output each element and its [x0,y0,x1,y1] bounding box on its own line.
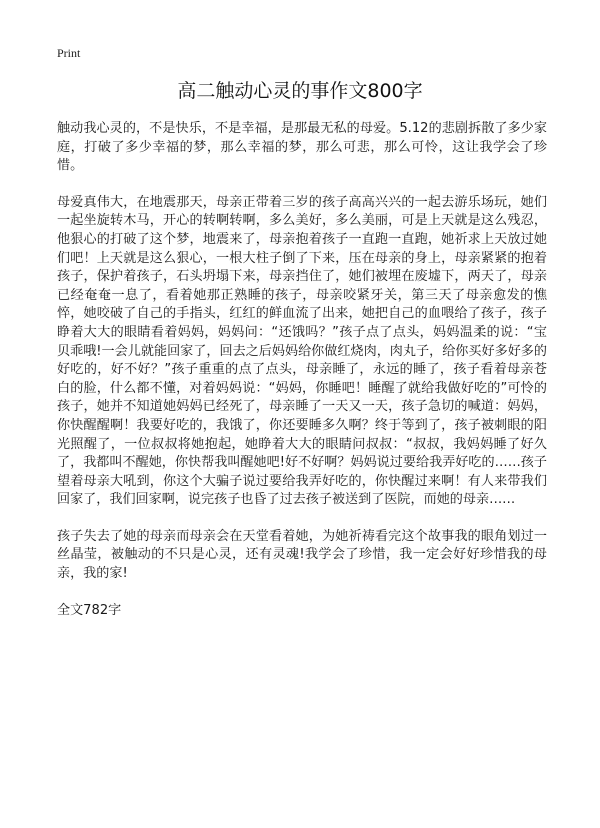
paragraph-conclusion: 孩子失去了她的母亲而母亲会在天堂看着她，为她祈祷看完这个故事我的眼角划过一丝晶莹，被触动的不只是心灵，还有灵魂!我学会了珍惜，我一定会好好珍惜我的母亲，我的家! [57,528,547,582]
paragraph-story: 母爱真伟大，在地震那天，母亲正带着三岁的孩子高高兴兴的一起去游乐场玩，她们一起坐旋转木马，开心的转啊转啊，多么美好，多么美丽，可是上天就是这么残忍，他狠心的打破了这个梦，地震来了，母亲抱着孩子一直跑一直跑，她祈求上天放过她们吧！上天就是这么狠心，一根大柱子倒了下来，压在母亲的身上，母亲紧紧的抱着孩子，保护着孩子，石头坍塌下来，母亲挡住了，她们被埋在废墟下，两天了，母亲已经奄奄一息了，看着她那正熟睡的孩子，母亲咬紧牙关，第三天了母亲愈发的憔悴，她咬破了自己的手指头，红红的鲜血流了出来，她把自己的血喂给了孩子，孩子睁着大大的眼睛看着妈妈，妈妈问：“还饿吗？”孩子点了点头，妈妈温柔的说：“宝贝乖哦!一会儿就能回家了，回去之后妈妈给你做红烧肉，肉丸子，给你买好多好多的好吃的，好不好？”孩子重重的点了点头，母亲睡了，永远的睡了，孩子看着母亲苍白的脸，什么都不懂，对着妈妈说：“妈妈，你睡吧！睡醒了就给我做好吃的”可怜的孩子，她并不知道她妈妈已经死了，母亲睡了一天又一天，孩子急切的喊道：妈妈，你快醒醒啊！我要好吃的，我饿了，你还要睡多久啊？终于等到了，孩子被刺眼的阳光照醒了，一位叔叔将她抱起，她睁着大大的眼睛问叔叔：“叔叔，我妈妈睡了好久了，我都叫不醒她，你快帮我叫醒她吧!好不好啊？妈妈说过要给我弄好吃的……孩子望着母亲大吼到，你这个大骗子说过要给我弄好吃的，你快醒过来啊！有人来带我们回家了，我们回家啊，说完孩子也昏了过去孩子被送到了医院，而她的母亲…… [57,194,547,508]
article-body [57,120,547,620]
article-title: 高二触动心灵的事作文800字 [177,80,423,102]
word-count: 全文782字 [57,602,122,618]
paragraph-intro: 触动我心灵的，不是快乐，不是幸福，是那最无私的母爱。5.12的悲剧拆散了多少家庭，打破了多少幸福的梦，那么幸福的梦，那么可悲，那么可怜，这让我学会了珍惜。 [57,121,547,174]
print-link[interactable]: Print [57,46,81,60]
